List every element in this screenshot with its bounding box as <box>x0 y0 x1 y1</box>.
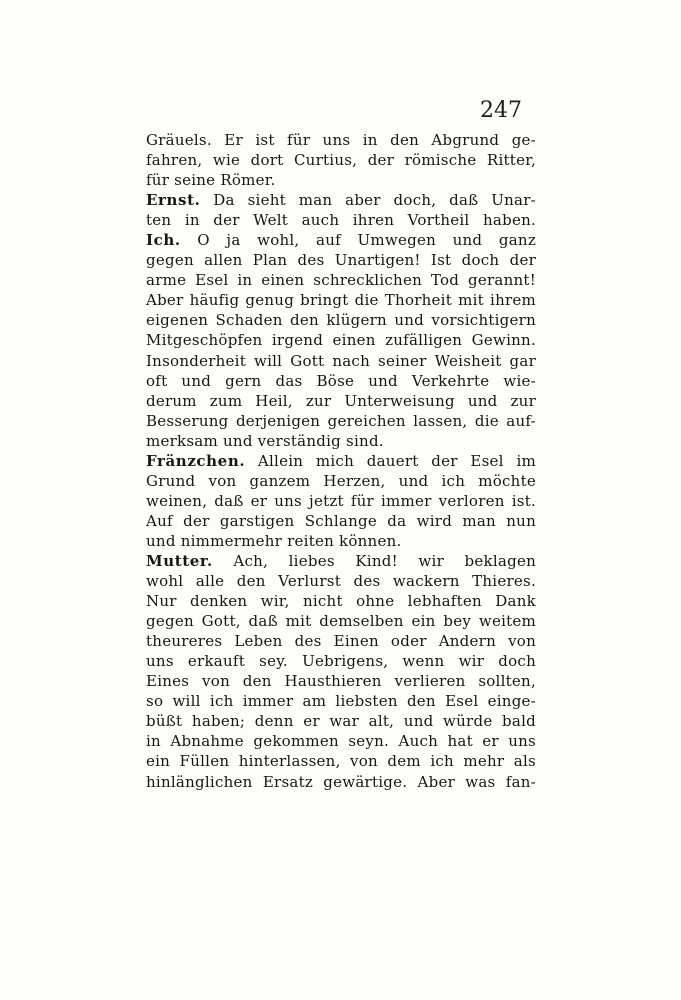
line-text: ein Füllen hinterlassen, von dem ich mehr als <box>146 752 536 771</box>
text-line <box>146 591 536 611</box>
text-line <box>146 451 536 471</box>
line-text: und nimmermehr reiten können. <box>146 531 402 550</box>
line-text: Gräuels. Er ist für uns in den Abgrund ge- <box>146 131 536 149</box>
text-line <box>146 290 536 310</box>
text-line <box>146 711 536 731</box>
text-line <box>146 230 536 250</box>
line-text: wohl alle den Verlurst des wackern Thieres. <box>146 572 536 591</box>
text-line <box>146 391 536 411</box>
text-line <box>146 551 536 571</box>
text-line <box>146 631 536 651</box>
text-line <box>146 772 536 792</box>
text-line <box>146 531 536 551</box>
line-text: büßt haben; denn er war alt, und würde bald <box>146 712 536 731</box>
line-text: uns erkauft sey. Uebrigens, wenn wir doch <box>146 652 536 671</box>
line-text: für seine Römer. <box>146 171 276 190</box>
line-text: Besserung derjenigen gereichen lassen, die auf- <box>146 411 536 430</box>
line-text: Grund von ganzem Herzen, und ich möchte <box>146 471 536 490</box>
line-text: ten in der Welt auch ihren Vortheil haben. <box>146 211 536 230</box>
text-line <box>146 731 536 751</box>
speaker-name: Ich. <box>146 231 181 250</box>
speaker-name: Fränzchen. <box>146 451 246 470</box>
line-text: Eines von den Hausthieren verlieren sollten, <box>146 672 536 691</box>
text-line <box>146 411 536 431</box>
text-line <box>146 571 536 591</box>
text-line <box>146 611 536 631</box>
text-line <box>146 351 536 371</box>
text-line <box>146 250 536 270</box>
line-text: theureres Leben des Einen oder Andern von <box>146 632 536 651</box>
text-line <box>146 210 536 230</box>
line-text: arme Esel in einen schrecklichen Tod gerannt! <box>146 271 536 290</box>
line-text: Aber häufig genug bringt die Thorheit mit ihrem <box>146 291 536 310</box>
line-text: weinen, daß er uns jetzt für immer verloren ist. <box>146 491 536 510</box>
text-line <box>146 491 536 511</box>
line-text: Insonderheit will Gott nach seiner Weisheit gar <box>146 351 536 370</box>
text-line <box>146 330 536 350</box>
text-line <box>146 691 536 711</box>
text-line <box>146 431 536 451</box>
text-line <box>146 671 536 691</box>
line-text: in Abnahme gekommen seyn. Auch hat er uns <box>146 732 536 751</box>
text-line <box>146 471 536 491</box>
text-line <box>146 651 536 671</box>
text-line <box>146 511 536 531</box>
line-text: hinlänglichen Ersatz gewärtige. Aber was fan- <box>146 772 536 791</box>
text-line <box>146 371 536 391</box>
text-line <box>146 270 536 290</box>
line-text: Auf der garstigen Schlange da wird man nun <box>146 511 536 530</box>
text-line <box>146 310 536 330</box>
speaker-name: Ernst. <box>146 191 201 210</box>
line-text: oft und gern das Böse und Verkehrte wie- <box>146 371 536 390</box>
text-line <box>146 751 536 771</box>
text-line <box>146 150 536 170</box>
text-line <box>146 170 536 190</box>
text-line <box>146 130 536 150</box>
line-text: gegen allen Plan des Unartigen! Ist doch der <box>146 251 536 270</box>
line-text: merksam und verständig sind. <box>146 431 384 450</box>
line-text: derum zum Heil, zur Unterweisung und zur <box>146 391 536 410</box>
line-text: so will ich immer am liebsten den Esel einge- <box>146 692 536 711</box>
line-text: O ja wohl, auf Umwegen und ganz <box>197 231 536 250</box>
text-line <box>146 190 536 210</box>
line-text: Ach, liebes Kind! wir beklagen <box>233 551 536 570</box>
line-text: eigenen Schaden den klügern und vorsichtigern <box>146 311 536 330</box>
speaker-name: Mutter. <box>146 551 213 570</box>
line-text: fahren, wie dort Curtius, der römische Ritter, <box>146 151 536 170</box>
line-text: Mitgeschöpfen irgend einen zufälligen Gewinn. <box>146 331 536 350</box>
line-text: Da sieht man aber doch, daß Unar- <box>213 191 536 210</box>
line-text: Allein mich dauert der Esel im <box>257 451 536 470</box>
page-text <box>146 130 536 792</box>
line-text: gegen Gott, daß mit demselben ein bey weitem <box>146 612 536 631</box>
page-number: 247 <box>480 98 522 123</box>
line-text: Nur denken wir, nicht ohne lebhaften Dank <box>146 592 536 611</box>
